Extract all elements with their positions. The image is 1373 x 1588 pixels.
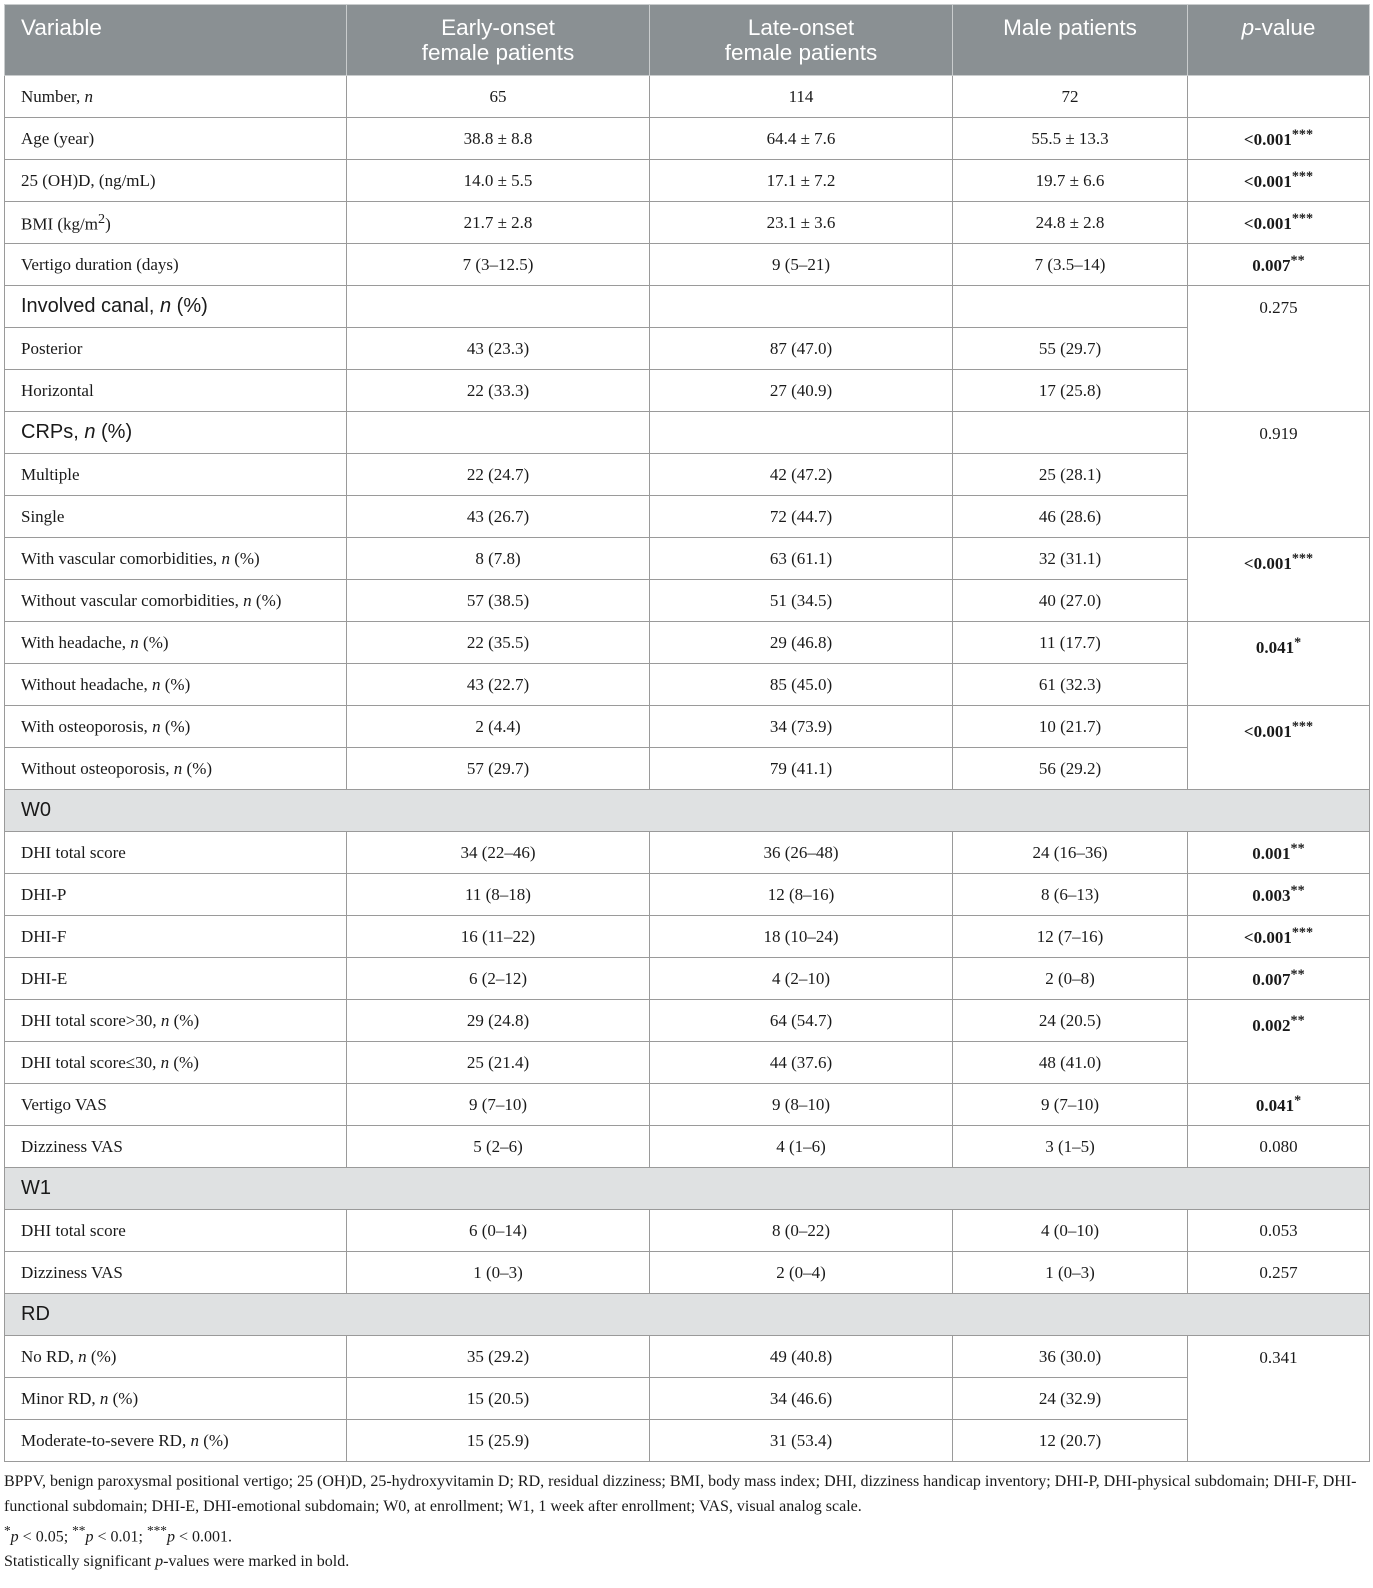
- cell-p-osteoporosis: <0.001***: [1188, 706, 1370, 790]
- table-row: [5, 1420, 1370, 1462]
- cell-male: 32 (31.1): [953, 538, 1188, 580]
- cell-early: 43 (26.7): [347, 496, 650, 538]
- cell-male: 7 (3.5–14): [953, 244, 1188, 286]
- cell-p: 0.003**: [1188, 874, 1370, 916]
- cell-early: 57 (29.7): [347, 748, 650, 790]
- cell-male: 72: [953, 76, 1188, 118]
- section-title-w0: W0: [5, 790, 1370, 832]
- cell-late: 64 (54.7): [650, 1000, 953, 1042]
- cell-p: 0.053: [1188, 1210, 1370, 1252]
- cell-late: 87 (47.0): [650, 328, 953, 370]
- cell-male: 24 (16–36): [953, 832, 1188, 874]
- table-row-vitd: [5, 160, 1370, 202]
- row-label: Vertigo VAS: [5, 1084, 347, 1126]
- table-row-number: [5, 76, 1370, 118]
- table-row: [5, 1126, 1370, 1168]
- table-row: [5, 832, 1370, 874]
- cell-p: <0.001***: [1188, 160, 1370, 202]
- cell-male: 24.8 ± 2.8: [953, 202, 1188, 244]
- row-label: With osteoporosis, n (%): [5, 706, 347, 748]
- row-label: Multiple: [5, 454, 347, 496]
- table-row: [5, 1336, 1370, 1378]
- cell-early: 1 (0–3): [347, 1252, 650, 1294]
- table-row: [5, 874, 1370, 916]
- cell-early: 5 (2–6): [347, 1126, 650, 1168]
- cell-late: 27 (40.9): [650, 370, 953, 412]
- cell-late: 4 (1–6): [650, 1126, 953, 1168]
- row-label: DHI-P: [5, 874, 347, 916]
- cell-male: 10 (21.7): [953, 706, 1188, 748]
- cell-male: 8 (6–13): [953, 874, 1188, 916]
- cell-early: 22 (35.5): [347, 622, 650, 664]
- cell-p-crps: 0.919: [1188, 412, 1370, 538]
- cell-late: 29 (46.8): [650, 622, 953, 664]
- cell-p-vascular: <0.001***: [1188, 538, 1370, 622]
- cell-early: 29 (24.8): [347, 1000, 650, 1042]
- results-table: [4, 4, 1370, 1462]
- section-row-w1: [5, 1168, 1370, 1210]
- cell-late: 9 (8–10): [650, 1084, 953, 1126]
- cell-late: 42 (47.2): [650, 454, 953, 496]
- table-row: [5, 958, 1370, 1000]
- cell-male: 4 (0–10): [953, 1210, 1188, 1252]
- table-row: [5, 496, 1370, 538]
- cell-early: 15 (20.5): [347, 1378, 650, 1420]
- row-label: DHI-F: [5, 916, 347, 958]
- cell-late: 44 (37.6): [650, 1042, 953, 1084]
- table-row: [5, 328, 1370, 370]
- cell-early: 14.0 ± 5.5: [347, 160, 650, 202]
- cell-early: 11 (8–18): [347, 874, 650, 916]
- cell-late: 63 (61.1): [650, 538, 953, 580]
- cell-male: 19.7 ± 6.6: [953, 160, 1188, 202]
- cell-early: 35 (29.2): [347, 1336, 650, 1378]
- section-title-w1: W1: [5, 1168, 1370, 1210]
- cell-early: 2 (4.4): [347, 706, 650, 748]
- cell-early: 22 (24.7): [347, 454, 650, 496]
- table-row: [5, 370, 1370, 412]
- row-label: DHI total score>30, n (%): [5, 1000, 347, 1042]
- header-p-value: p-value: [1188, 5, 1370, 76]
- cell-male: 46 (28.6): [953, 496, 1188, 538]
- cell-late: 4 (2–10): [650, 958, 953, 1000]
- cell-p: <0.001***: [1188, 916, 1370, 958]
- cell-late: 72 (44.7): [650, 496, 953, 538]
- footnote-bold-note: Statistically significant p-values were marked in bold.: [4, 1552, 350, 1570]
- section-row-w0: [5, 790, 1370, 832]
- cell-late: 36 (26–48): [650, 832, 953, 874]
- row-label: Single: [5, 496, 347, 538]
- table-row-vertigo-duration: [5, 244, 1370, 286]
- row-label: Number, n: [5, 76, 347, 118]
- cell-male: 2 (0–8): [953, 958, 1188, 1000]
- cell-late: 51 (34.5): [650, 580, 953, 622]
- cell-late: [650, 412, 953, 454]
- cell-early: 38.8 ± 8.8: [347, 118, 650, 160]
- row-label: Dizziness VAS: [5, 1126, 347, 1168]
- cell-early: 15 (25.9): [347, 1420, 650, 1462]
- row-label: Without headache, n (%): [5, 664, 347, 706]
- table-row: [5, 748, 1370, 790]
- cell-p: 0.001**: [1188, 832, 1370, 874]
- row-label: No RD, n (%): [5, 1336, 347, 1378]
- row-label: Vertigo duration (days): [5, 244, 347, 286]
- cell-early: 21.7 ± 2.8: [347, 202, 650, 244]
- table-row: [5, 1252, 1370, 1294]
- cell-early: 8 (7.8): [347, 538, 650, 580]
- cell-late: 79 (41.1): [650, 748, 953, 790]
- cell-late: 114: [650, 76, 953, 118]
- table-footnotes: [4, 1470, 1369, 1574]
- group-label-canal: Involved canal, n (%): [5, 286, 347, 328]
- cell-early: 25 (21.4): [347, 1042, 650, 1084]
- header-variable: Variable: [5, 5, 347, 76]
- cell-p-canal: 0.275: [1188, 286, 1370, 412]
- row-label: With vascular comorbidities, n (%): [5, 538, 347, 580]
- table-row-canal-group: [5, 286, 1370, 328]
- cell-early: 6 (0–14): [347, 1210, 650, 1252]
- cell-male: 25 (28.1): [953, 454, 1188, 496]
- section-row-rd: [5, 1294, 1370, 1336]
- cell-late: 23.1 ± 3.6: [650, 202, 953, 244]
- cell-late: 31 (53.4): [650, 1420, 953, 1462]
- cell-late: 2 (0–4): [650, 1252, 953, 1294]
- cell-early: 16 (11–22): [347, 916, 650, 958]
- results-table-container: [4, 4, 1369, 1462]
- cell-male: 55 (29.7): [953, 328, 1188, 370]
- cell-p-headache: 0.041*: [1188, 622, 1370, 706]
- cell-early: 43 (23.3): [347, 328, 650, 370]
- table-row: [5, 622, 1370, 664]
- cell-p: 0.257: [1188, 1252, 1370, 1294]
- row-label: DHI-E: [5, 958, 347, 1000]
- cell-male: [953, 412, 1188, 454]
- table-row-age: [5, 118, 1370, 160]
- row-label: DHI total score≤30, n (%): [5, 1042, 347, 1084]
- cell-p: 0.007**: [1188, 958, 1370, 1000]
- cell-p: 0.080: [1188, 1126, 1370, 1168]
- row-label: 25 (OH)D, (ng/mL): [5, 160, 347, 202]
- cell-early: 22 (33.3): [347, 370, 650, 412]
- cell-late: 8 (0–22): [650, 1210, 953, 1252]
- cell-late: 9 (5–21): [650, 244, 953, 286]
- table-row-crps-group: [5, 412, 1370, 454]
- table-row: [5, 1042, 1370, 1084]
- cell-male: 12 (20.7): [953, 1420, 1188, 1462]
- footnote-significance: *p < 0.05; **p < 0.01; ***p < 0.001.: [4, 1523, 232, 1546]
- row-label: Without osteoporosis, n (%): [5, 748, 347, 790]
- row-label: Dizziness VAS: [5, 1252, 347, 1294]
- row-label: Moderate-to-severe RD, n (%): [5, 1420, 347, 1462]
- cell-male: 1 (0–3): [953, 1252, 1188, 1294]
- header-early-onset: Early-onset female patients: [347, 5, 650, 76]
- row-label: Without vascular comorbidities, n (%): [5, 580, 347, 622]
- row-label: Posterior: [5, 328, 347, 370]
- table-row: [5, 538, 1370, 580]
- cell-p: <0.001***: [1188, 118, 1370, 160]
- cell-male: 24 (20.5): [953, 1000, 1188, 1042]
- table-row-bmi: [5, 202, 1370, 244]
- cell-p-rd: 0.341: [1188, 1336, 1370, 1462]
- cell-late: 34 (73.9): [650, 706, 953, 748]
- cell-late: [650, 286, 953, 328]
- cell-early: 6 (2–12): [347, 958, 650, 1000]
- cell-male: 36 (30.0): [953, 1336, 1188, 1378]
- table-row: [5, 1378, 1370, 1420]
- cell-late: 34 (46.6): [650, 1378, 953, 1420]
- cell-male: 40 (27.0): [953, 580, 1188, 622]
- table-row: [5, 1210, 1370, 1252]
- cell-early: 57 (38.5): [347, 580, 650, 622]
- table-row: [5, 706, 1370, 748]
- cell-male: 48 (41.0): [953, 1042, 1188, 1084]
- cell-early: 43 (22.7): [347, 664, 650, 706]
- cell-late: 17.1 ± 7.2: [650, 160, 953, 202]
- row-label: Horizontal: [5, 370, 347, 412]
- cell-late: 49 (40.8): [650, 1336, 953, 1378]
- cell-late: 12 (8–16): [650, 874, 953, 916]
- cell-p: 0.007**: [1188, 244, 1370, 286]
- cell-male: 12 (7–16): [953, 916, 1188, 958]
- cell-late: 64.4 ± 7.6: [650, 118, 953, 160]
- cell-p-dhi30: 0.002**: [1188, 1000, 1370, 1084]
- cell-male: 55.5 ± 13.3: [953, 118, 1188, 160]
- group-label-crps: CRPs, n (%): [5, 412, 347, 454]
- cell-early: 65: [347, 76, 650, 118]
- table-header-row: [5, 5, 1370, 76]
- table-row: [5, 454, 1370, 496]
- header-late-onset: Late-onset female patients: [650, 5, 953, 76]
- cell-early: 34 (22–46): [347, 832, 650, 874]
- table-row: [5, 1000, 1370, 1042]
- cell-p: [1188, 76, 1370, 118]
- row-label: Minor RD, n (%): [5, 1378, 347, 1420]
- cell-male: [953, 286, 1188, 328]
- section-title-rd: RD: [5, 1294, 1370, 1336]
- cell-early: 9 (7–10): [347, 1084, 650, 1126]
- table-row: [5, 664, 1370, 706]
- table-row: [5, 916, 1370, 958]
- cell-p: 0.041*: [1188, 1084, 1370, 1126]
- cell-late: 85 (45.0): [650, 664, 953, 706]
- row-label: DHI total score: [5, 832, 347, 874]
- cell-early: [347, 412, 650, 454]
- cell-early: [347, 286, 650, 328]
- cell-male: 3 (1–5): [953, 1126, 1188, 1168]
- cell-male: 61 (32.3): [953, 664, 1188, 706]
- header-male: Male patients: [953, 5, 1188, 76]
- row-label: BMI $(kg/m^2)$: [5, 202, 347, 244]
- cell-male: 17 (25.8): [953, 370, 1188, 412]
- cell-late: 18 (10–24): [650, 916, 953, 958]
- table-row: [5, 1084, 1370, 1126]
- cell-p: <0.001***: [1188, 202, 1370, 244]
- cell-male: 9 (7–10): [953, 1084, 1188, 1126]
- cell-male: 24 (32.9): [953, 1378, 1188, 1420]
- row-label: Age (year): [5, 118, 347, 160]
- cell-male: 56 (29.2): [953, 748, 1188, 790]
- row-label: DHI total score: [5, 1210, 347, 1252]
- row-label: With headache, n (%): [5, 622, 347, 664]
- cell-early: 7 (3–12.5): [347, 244, 650, 286]
- cell-male: 11 (17.7): [953, 622, 1188, 664]
- footnote-abbreviations: BPPV, benign paroxysmal positional vertigo; 25 (OH)D, 25-hydroxyvitamin D; RD, residual dizziness; BMI, body mass index; DHI, dizziness handicap inventory; DHI-P, DHI-physical subdomain; DHI-F, DHI-functional subdomain; DHI-E, DHI-emotional subdomain; W0, at enrollment; W1, 1 week after enrollment; VAS, visual analog scale.: [4, 1473, 1357, 1515]
- table-row: [5, 580, 1370, 622]
